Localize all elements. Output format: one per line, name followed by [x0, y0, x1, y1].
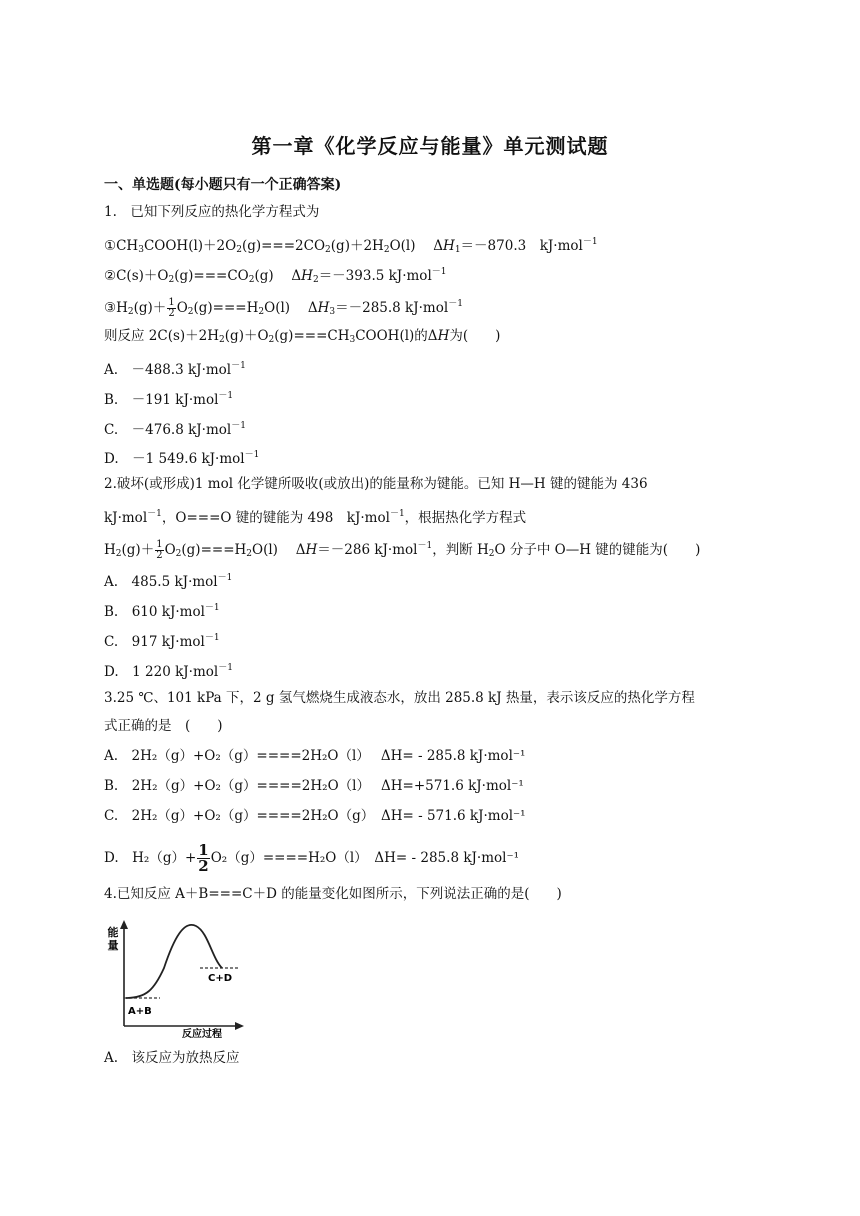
q2-option-b[interactable]: B. 610 kJ·mol$^{-1}$ [104, 603, 220, 620]
fraction-one-half: $\frac{1}{2}$ [156, 539, 163, 561]
page-title: 第一章《化学反应与能量》单元测试题 [251, 134, 609, 158]
fraction-one-half: $\frac{1}{2}$ [198, 841, 209, 875]
y-axis-label-1: 能 [107, 926, 119, 939]
q3-option-b[interactable]: B. 2H₂（g）+O₂（g）====2H₂O（l） ΔH=+571.6 kJ·mol⁻¹ [104, 778, 524, 794]
q1-option-d[interactable]: D. －1 549.6 kJ·mol$^{-1}$ [104, 450, 260, 467]
q1-equation-3: $③H_2(g)+$ $\frac{1}{2}$ $O_2(g)===H_2O(l)$ $\Delta H_3=-285.8$ kJ·mol$^{-1}$ [104, 297, 463, 319]
q1-equation-1: $①CH_3COOH(l)+2O_2(g)===2CO_2(g)+2H_2O(l)$ $\Delta H_1=-870.3$ kJ·mol$^{-1}$ [104, 237, 598, 255]
q2-option-c[interactable]: C. 917 kJ·mol$^{-1}$ [104, 633, 220, 650]
y-axis-arrow [120, 920, 128, 929]
q3-option-d[interactable]: D. H₂（g）+ $\frac{1}{2}$ O₂（g）====H₂O（l） ΔH= - 285.8 kJ·mol⁻¹ [104, 841, 519, 875]
q1-option-b[interactable]: B. －191 kJ·mol$^{-1}$ [104, 391, 234, 408]
q2-option-d[interactable]: D. 1 220 kJ·mol$^{-1}$ [104, 663, 233, 680]
q1-equation-2: $②C(s)+O_2(g)===CO_2(g)$ $\Delta H_2=-393.5$ kJ·mol$^{-1}$ [104, 267, 447, 285]
fraction-one-half: $\frac{1}{2}$ [168, 297, 175, 319]
q3-option-a[interactable]: A. 2H₂（g）+O₂（g）====2H₂O（l） ΔH= - 285.8 kJ·mol⁻¹ [104, 748, 526, 764]
q4-option-a[interactable]: A. 该反应为放热反应 [104, 1050, 240, 1066]
q4-stem: 4.已知反应 A＋B===C＋D 的能量变化如图所示，下列说法正确的是( ) [104, 886, 562, 902]
q3-option-c[interactable]: C. 2H₂（g）+O₂（g）====2H₂O（g） ΔH= - 571.6 kJ·mol⁻¹ [104, 808, 526, 824]
y-axis-label-2: 量 [107, 939, 119, 952]
x-axis-label: 反应过程 [182, 1029, 222, 1038]
q3-stem-line-2: 式正确的是 ( ) [104, 718, 223, 734]
energy-diagram [104, 918, 246, 1038]
q1-stem: 1. 已知下列反应的热化学方程式为 [104, 204, 320, 220]
q1-option-a[interactable]: A. －488.3 kJ·mol$^{-1}$ [104, 361, 246, 378]
products-label: C+D [208, 973, 233, 984]
reactants-label: A+B [128, 1006, 152, 1017]
q2-stem-line-1: 2.破坏(或形成)1 mol 化学键所吸收(或放出)的能量称为键能。已知 H—H 键的键能为 436 [104, 476, 648, 492]
section-heading: 一、单选题(每小题只有一个正确答案) [104, 177, 342, 193]
q2-stem-line-3: $H_2(g)+$ $\frac{1}{2}$ $O_2(g)===H_2O(l)$ ΔH＝－286 kJ·mol$^{-1}$，判断 $H_2O$ 分子中 O—H 键的键能为( ) [104, 539, 701, 561]
q1-option-c[interactable]: C. －476.8 kJ·mol$^{-1}$ [104, 421, 246, 438]
q2-option-a[interactable]: A. 485.5 kJ·mol$^{-1}$ [104, 573, 233, 590]
energy-curve [126, 925, 222, 998]
x-axis-arrow [235, 1022, 244, 1030]
q2-stem-line-2: kJ·mol$^{-1}$，O===O 键的键能为 498 kJ·mol$^{-1}$，根据热化学方程式 [104, 509, 527, 526]
q1-question: 则反应 $2C(s)+2H_2(g)+O_2(g)===CH_3COOH(l)$的ΔH为( ) [104, 328, 501, 345]
q3-stem-line-1: 3.25 ℃、101 kPa 下，2 g 氢气燃烧生成液态水，放出 285.8 kJ 热量，表示该反应的热化学方程 [104, 690, 695, 706]
